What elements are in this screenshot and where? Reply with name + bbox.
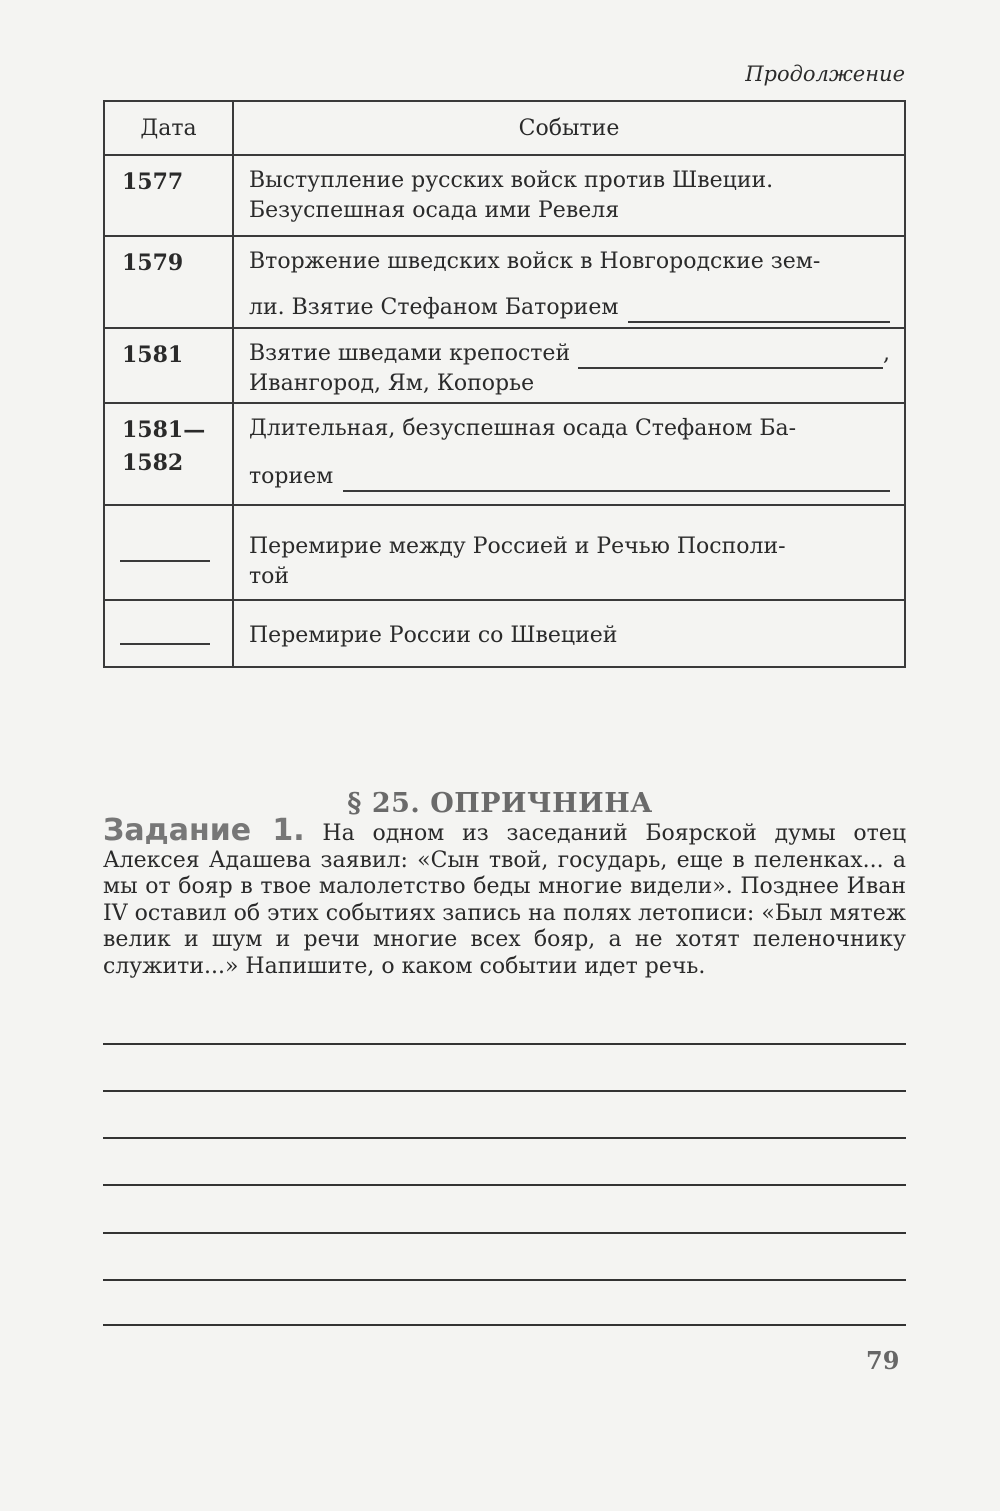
date-value: 1581— 1582: [122, 417, 206, 476]
event-cell: [233, 600, 905, 667]
date-cell: [104, 236, 233, 328]
event-line: Взятие шведами крепостей: [249, 341, 571, 366]
answer-line[interactable]: [103, 1043, 906, 1045]
event-cell: [233, 155, 905, 236]
event-line: ли. Взятие Стефаном Баторием: [249, 295, 619, 320]
answer-line[interactable]: [103, 1090, 906, 1092]
section-title: § 25. ОПРИЧНИНА: [347, 788, 653, 819]
answer-line[interactable]: [103, 1324, 906, 1326]
event-line-with-blank: [249, 339, 890, 369]
date-value: 1577: [122, 169, 184, 195]
events-table: [103, 100, 906, 668]
task-text: На одном из заседаний Боярской думы отец Алексея Адашева заявил: «Сын твой, государь, еще в пеленках... а мы от бояр в твое малолетство беды многие видели». Позднее Иван IV оставил об этих событиях запись на полях летописи: «Был мятеж велик и шум и речи многие всех бояр, а не хотят пеленочнику служити...» Напишите, о каком событии идет речь.: [103, 821, 906, 979]
event-line-with-blank: [249, 462, 890, 492]
date-cell: [104, 403, 233, 505]
date-cell: [104, 328, 233, 403]
table-row: [104, 505, 905, 600]
answer-line[interactable]: [103, 1232, 906, 1234]
date-cell: [104, 505, 233, 600]
comma: ,: [883, 341, 890, 366]
event-cell: [233, 328, 905, 403]
date-cell: [104, 600, 233, 667]
event-line: торием: [249, 464, 334, 489]
event-line: Вторжение шведских войск в Новгородские зем-: [249, 249, 821, 274]
event-cell: [233, 505, 905, 600]
task-1: [103, 813, 906, 980]
answer-line[interactable]: [103, 1137, 906, 1139]
table-header-row: [104, 101, 905, 155]
answer-line[interactable]: [103, 1184, 906, 1186]
date-answer-blank[interactable]: [120, 534, 210, 562]
table-row: [104, 236, 905, 328]
header-date: Дата: [104, 101, 233, 155]
date-value: 1579: [122, 250, 184, 276]
event-line-with-blank: [249, 293, 890, 323]
event-cell: [233, 236, 905, 328]
answer-blank[interactable]: [578, 345, 883, 369]
event-line: той: [249, 564, 290, 589]
event-line: Перемирие между Россией и Речью Посполи-: [249, 534, 786, 559]
event-line: Выступление русских войск против Швеции.: [249, 168, 774, 193]
table-row: [104, 403, 905, 505]
table-row: [104, 155, 905, 236]
event-line: Перемирие России со Швецией: [249, 623, 618, 648]
event-line: Длительная, безуспешная осада Стефаном Ба-: [249, 416, 797, 441]
answer-line[interactable]: [103, 1279, 906, 1281]
date-answer-blank[interactable]: [120, 617, 210, 645]
header-event: Событие: [233, 101, 905, 155]
date-value: 1581: [122, 342, 184, 368]
event-line: Ивангород, Ям, Копорье: [249, 371, 535, 396]
event-line: Безуспешная осада ими Ревеля: [249, 198, 620, 223]
continuation-label: Продолжение: [745, 62, 905, 86]
date-cell: [104, 155, 233, 236]
answer-blank[interactable]: [628, 299, 890, 323]
task-label: Задание 1.: [103, 813, 305, 848]
answer-blank[interactable]: [343, 468, 890, 492]
event-cell: [233, 403, 905, 505]
table-row: [104, 328, 905, 403]
page-number: 79: [866, 1346, 900, 1375]
table-row: [104, 600, 905, 667]
